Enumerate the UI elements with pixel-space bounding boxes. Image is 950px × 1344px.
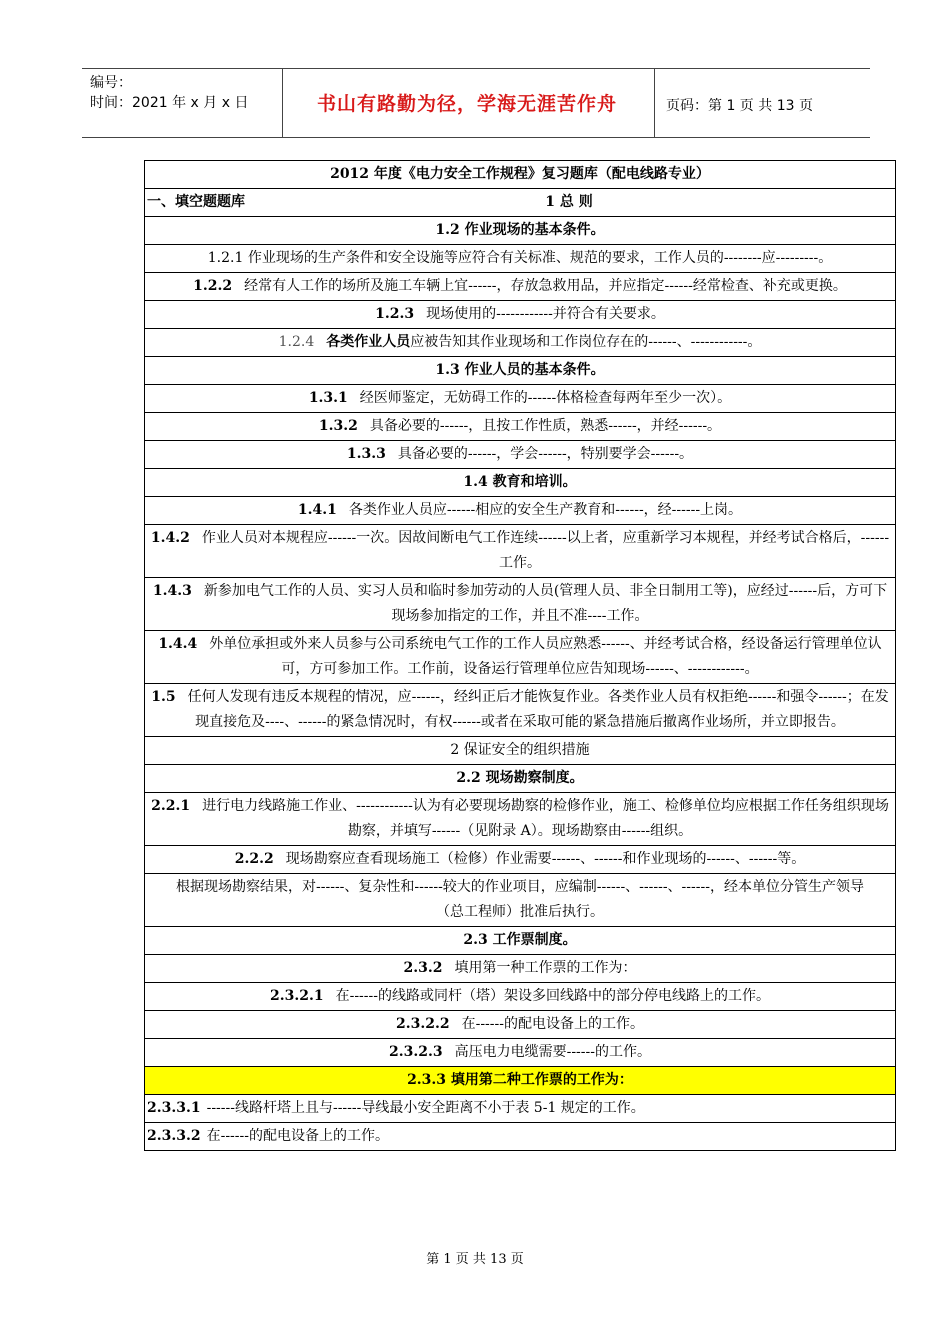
table-row xyxy=(145,684,896,737)
item-text: 具备必要的------，学会------，特别要学会------。 xyxy=(397,446,694,462)
item-text: 具备必要的------，且按工作性质，熟悉------，并经------。 xyxy=(369,418,722,434)
question-item xyxy=(145,1039,896,1067)
item-text: 现场使用的------------并符合有关要求。 xyxy=(426,306,665,322)
item-number: 2.2.2 xyxy=(234,851,274,867)
item-number: 2.3.2.1 xyxy=(270,988,324,1004)
item-number: 1.3.3 xyxy=(346,446,386,462)
item-number: 2.3.2.3 xyxy=(389,1044,443,1060)
question-item xyxy=(145,1123,896,1151)
item-text: 新参加电气工作的人员、实习人员和临时参加劳动的人员(管理人员、非全日制用工等)，应经过------后，方可下现场参加指定的工作，并且不准----工作。 xyxy=(203,583,888,624)
table-row xyxy=(145,955,896,983)
item-text: ------线路杆塔上且与------导线最小安全距离不小于表 5-1 规定的工作。 xyxy=(206,1100,645,1116)
item-number: 2.3.3.1 xyxy=(147,1100,201,1116)
item-text: 应被告知其作业现场和工作岗位存在的------、------------。 xyxy=(410,334,762,350)
table-row xyxy=(145,578,896,631)
item-text: 经常有人工作的场所及施工车辆上宜------，存放急救用品，并应指定------经常检查、补充或更换。 xyxy=(244,278,847,294)
question-item xyxy=(145,329,896,357)
table-row xyxy=(145,874,896,927)
item-number: 1.4.4 xyxy=(158,636,198,652)
question-item: 1.2.1 作业现场的生产条件和安全设施等应符合有关标准、规范的要求，工作人员的--------应---------。 xyxy=(145,245,896,273)
item-text: 填用第一种工作票的工作为： xyxy=(454,960,637,976)
table-row xyxy=(145,357,896,385)
table-row xyxy=(145,217,896,245)
table-row xyxy=(145,765,896,793)
question-item xyxy=(145,793,896,846)
table-row xyxy=(145,1011,896,1039)
table-row xyxy=(145,469,896,497)
table-row xyxy=(145,1123,896,1151)
subsection-heading: 2.3 工作票制度。 xyxy=(145,927,896,955)
question-item xyxy=(145,525,896,578)
item-number: 2.3.2.2 xyxy=(396,1016,450,1032)
item-text: 作业人员对本规程应------一次。因故间断电气工作连续------以上者，应重新学习本规程，并经考试合格后，------工作。 xyxy=(201,530,890,571)
question-item xyxy=(145,273,896,301)
table-row xyxy=(145,983,896,1011)
item-number: 1.4.1 xyxy=(297,502,337,518)
table-row xyxy=(145,525,896,578)
chapter-heading: 2 保证安全的组织措施 xyxy=(145,737,896,765)
item-number: 1.4.2 xyxy=(150,530,190,546)
section-label: 一、填空题题库 xyxy=(147,194,245,210)
code-label: 编号： xyxy=(90,75,132,91)
item-text: 现场勘察应查看现场施工（检修）作业需要------、------和作业现场的------、------等。 xyxy=(285,851,806,867)
table-row xyxy=(145,189,896,217)
item-number: 2.2.1 xyxy=(151,798,191,814)
table-row xyxy=(145,161,896,189)
table-row xyxy=(145,385,896,413)
header-motto: 书山有路勤为径，学海无涯苦作舟 xyxy=(316,93,617,115)
page-number-label: 页码：第 1 页 共 13 页 xyxy=(666,98,813,114)
item-number: 1.3.1 xyxy=(308,390,348,406)
item-number: 1.2.3 xyxy=(375,306,415,322)
table-row xyxy=(145,1067,896,1095)
question-item xyxy=(145,301,896,329)
item-text: 各类作业人员应------相应的安全生产教育和------，经------上岗。 xyxy=(348,502,743,518)
item-number: 1.3.2 xyxy=(318,418,358,434)
question-item xyxy=(145,955,896,983)
question-item xyxy=(145,846,896,874)
item-number: 1.4.3 xyxy=(152,583,192,599)
question-item xyxy=(145,983,896,1011)
highlighted-heading: 2.3.3 填用第二种工作票的工作为： xyxy=(145,1067,896,1095)
section-header xyxy=(145,189,896,217)
question-item xyxy=(145,1011,896,1039)
table-row xyxy=(145,413,896,441)
table-row xyxy=(145,329,896,357)
item-text: 经医师鉴定，无妨碍工作的------体格检查每两年至少一次）。 xyxy=(359,390,732,406)
question-item xyxy=(145,684,896,737)
item-text: 高压电力电缆需要------的工作。 xyxy=(454,1044,651,1060)
item-number: 1.2.4 xyxy=(278,334,315,350)
subsection-heading: 2.2 现场勘察制度。 xyxy=(145,765,896,793)
item-number: 2.3.2 xyxy=(403,960,443,976)
table-row xyxy=(145,497,896,525)
item-text: 外单位承担或外来人员参与公司系统电气工作的工作人员应熟悉------、并经考试合格，经设备运行管理单位认可，方可参加工作。工作前，设备运行管理单位应告知现场------、------------。 xyxy=(209,636,882,677)
table-row xyxy=(145,846,896,874)
item-number: 1.5 xyxy=(151,689,176,705)
item-text: 任何人发现有违反本规程的情况，应------，经纠正后才能恢复作业。各类作业人员有权拒绝------和强令------；在发现直接危及----、------的紧急情况时，有权------或者在采取可能的紧急措施后撤离作业场所，并立即报告。 xyxy=(187,689,889,730)
table-row xyxy=(145,793,896,846)
item-text: 在------的配电设备上的工作。 xyxy=(206,1128,389,1144)
question-item xyxy=(145,578,896,631)
question-table xyxy=(144,160,896,1151)
item-number: 2.3.3.2 xyxy=(147,1128,201,1144)
header-divider xyxy=(654,69,655,137)
subsection-heading: 1.3 作业人员的基本条件。 xyxy=(145,357,896,385)
date-label: 时间：2021 年 x 月 x 日 xyxy=(90,95,249,111)
table-row xyxy=(145,301,896,329)
header-meta xyxy=(90,73,248,113)
subsection-heading: 1.2 作业现场的基本条件。 xyxy=(145,217,896,245)
item-text: 在------的配电设备上的工作。 xyxy=(461,1016,644,1032)
item-text: 在------的线路或同杆（塔）架设多回线路中的部分停电线路上的工作。 xyxy=(335,988,770,1004)
subsection-heading: 1.4 教育和培训。 xyxy=(145,469,896,497)
table-row xyxy=(145,441,896,469)
question-item xyxy=(145,631,896,684)
question-item: 根据现场勘察结果，对------、复杂性和------较大的作业项目，应编制------、------、------，经本单位分管生产领导（总工程师）批准后执行。 xyxy=(145,874,896,927)
table-row xyxy=(145,273,896,301)
question-item xyxy=(145,413,896,441)
table-row xyxy=(145,631,896,684)
item-text: 进行电力线路施工作业、------------认为有必要现场勘察的检修作业，施工、检修单位均应根据工作任务组织现场勘察，并填写------（见附录 A）。现场勘察由------组织。 xyxy=(202,798,889,839)
question-item xyxy=(145,1095,896,1123)
question-item xyxy=(145,385,896,413)
page-header xyxy=(82,68,870,138)
chapter-title: 1 总 则 xyxy=(545,194,593,210)
table-row xyxy=(145,1095,896,1123)
item-number: 1.2.2 xyxy=(193,278,233,294)
item-bold-text: 各类作业人员 xyxy=(326,334,411,350)
page-footer: 第 1 页 共 13 页 xyxy=(426,1252,524,1267)
table-row xyxy=(145,737,896,765)
question-item xyxy=(145,497,896,525)
table-row xyxy=(145,245,896,273)
table-row xyxy=(145,1039,896,1067)
doc-title: 2012 年度《电力安全工作规程》复习题库（配电线路专业） xyxy=(145,161,896,189)
question-item xyxy=(145,441,896,469)
table-row xyxy=(145,927,896,955)
